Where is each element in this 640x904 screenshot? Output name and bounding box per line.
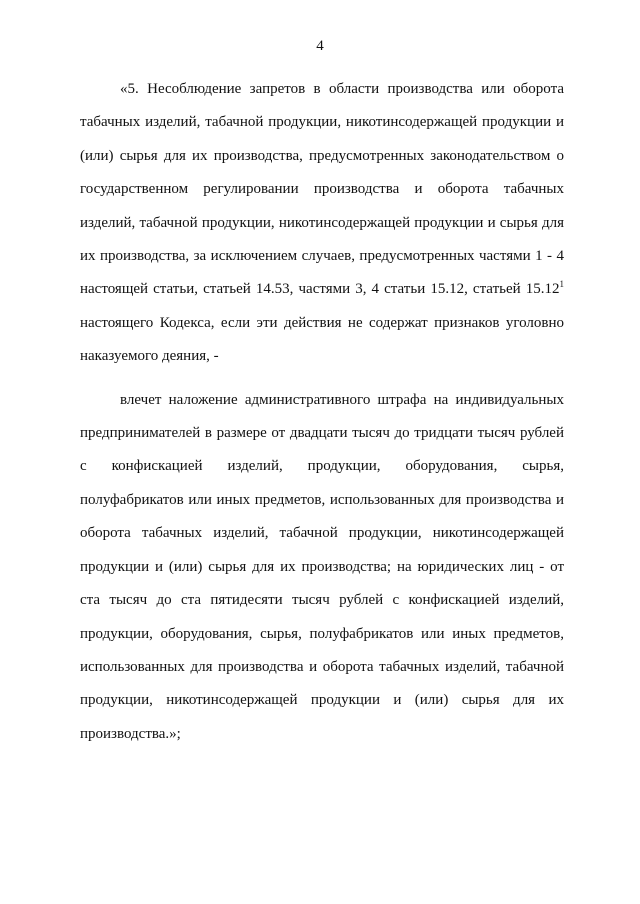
page-number: 4 (316, 38, 324, 54)
document-body (80, 73, 564, 761)
paragraph-offense (80, 73, 564, 374)
superscript-article-marker: 1 (559, 279, 564, 290)
paragraph-offense-text: «5. Несоблюдение запретов в области производства или оборота табачных изделий, табачной продукции, никотинсодержащей продукции и (или) сырья для их производства, предусмотренных законодательством о государственном регулировании производства и оборота табачных изделий, табачной продукции, никотинсодержащей продукции и сырья для их производства, за исключением случаев, предусмотренных частями 1 - 4 настоящей статьи, статьей 14.53, частями 3, 4 статьи 15.12, статьей 15.12 (80, 81, 564, 298)
paragraph-offense-tail: настоящего Кодекса, если эти действия не содержат признаков уголовно наказуемого деяния, - (80, 314, 564, 365)
paragraph-penalty: влечет наложение административного штрафа на индивидуальных предпринимателей в размере от двадцати тысяч до тридцати тысяч рублей с конфискацией изделий, продукции, оборудования, сырья, полуфабрикатов или иных предметов, использованных для производства и оборота табачных изделий, табачной продукции, никотинсодержащей продукции и (или) сырья для их производства; на юридических лиц - от ста тысяч до ста пятидесяти тысяч рублей с конфискацией изделий, продукции, оборудования, сырья, полуфабрикатов или иных предметов, использованных для производства и оборота табачных изделий, табачной продукции, никотинсодержащей продукции и (или) сырья для их производства.»; (80, 391, 564, 742)
